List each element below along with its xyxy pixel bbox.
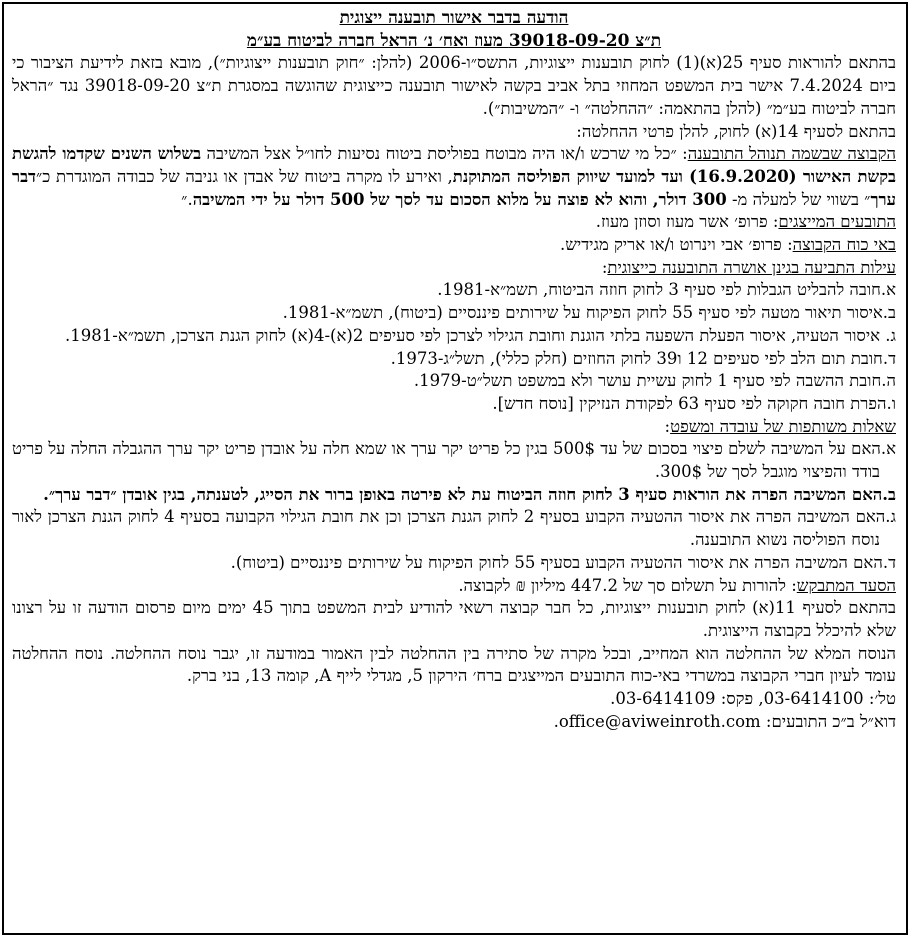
cause-item: ג. איסור הטעיה, איסור הפעלת השפעה בלתי הוגנת וחובת הגילוי לצרכן לפי סעיפים 2(א)-4(א) לחוק הגנת הצרכן, תשמ״א-1981. xyxy=(65,325,896,345)
legal-notice xyxy=(2,2,908,935)
closing-paragraph: הנוסח המלא של ההחלטה הוא המחייב, ובכל מקרה של סתירה בין ההחלטה לבין האמור במודעה זו, יגבר נוסח ההחלטה. נוסח ההחלטה עומד לעיון חברי הקבוצה במשרדי באי-כוח התובעים המייצגים ברח׳ הירקון 5, מגדלי לייף A, קומה 13, בני ברק. xyxy=(12,643,896,686)
requested-remedy: הסעד המתבקש: להורות על תשלום סך של 447.2 מיליון ₪ לקבוצה. xyxy=(458,575,896,595)
cause-item: ו.הפרת חובה חקוקה לפי סעיף 63 לפקודת הנזיקין [נוסח חדש]. xyxy=(492,393,896,413)
intro-paragraph: בהתאם להוראות סעיף 25(א)(1) לחוק תובענות ייצוגיות, התשס״ו-2006 (להלן: ״חוק תובענות ייצוגיות״), מובא בזאת לידיעת הציבור כי ביום 7.4.2024 אישר בית המשפט המחוזי בתל אביב בקשה לאישור תובענה כייצוגית שהוגשה במסגרת ת״צ 39018-09-20 נגד ״הראל חברה לביטוח בע״מ״ (להלן בהתאמה: ״ההחלטה״ ו- ״המשיבות״). xyxy=(12,53,896,118)
notice-title: הודעה בדבר אישור תובענה ייצוגית xyxy=(339,8,569,28)
fax-number: 03-6414109 xyxy=(615,689,716,709)
contact-phone-fax: טל׳: 03-6414100, פקס: 03-6414109. xyxy=(610,689,896,709)
question-item: ד.האם המשיבה הפרה את איסור ההטעיה הקבוע בסעיף 55 לחוק הפיקוח על שירותים פיננסיים (ביטוח). xyxy=(230,552,896,572)
cause-item: א.חובה להבליט הגבלות לפי סעיף 3 לחוק חוזה הביטוח, תשמ״א-1981. xyxy=(437,280,896,300)
question-item: א.האם על המשיבה לשלם פיצוי בסכום של עד 500$ בגין כל פריט יקר ערך או שמא חלה על אובדן פריט יקר ערך ההגבלה החלה על פריט בודד והפיצוי מוגבל לסך של 300$. xyxy=(12,439,896,482)
decision-details-intro: בהתאם לסעיף 14(א) לחוק, להלן פרטי ההחלטה: xyxy=(576,121,896,141)
questions-heading: שאלות משותפות של עובדה ומשפט: xyxy=(664,416,896,436)
contact-email: דוא״ל ב״כ התובעים: office@aviweinroth.com. xyxy=(553,711,896,731)
causes-heading: עילות התביעה בגינן אושרה התובענה כייצוגית: xyxy=(601,257,896,277)
opt-out-paragraph: בהתאם לסעיף 11(א) לחוק תובענות ייצוגיות, כל חבר קבוצה רשאי להודיע לבית המשפט בתוך 45 ימים מיום פרסום הודעה זו על רצונו שלא להיכלל בקבוצה הייצוגית. xyxy=(12,598,896,640)
class-definition: הקבוצה שבשמה תנוהל התובענה: ״כל מי שרכש ו/או היה מבוטח בפוליסת ביטוח נסיעות לחו״ל אצל המשיבה בשלוש השנים שקדמו להגשת בקשת האישור (16.9.2020) ועד למועד שיווק הפוליסה המתוקנת, ואירע לו מקרה ביטוח של אבדן או גניבה של כבודה המוגדרת כ״דבר ערך״ בשווי של למעלה מ- 300 דולר, והוא לא פוצה על מלוא הסכום עד לסך של 500 דולר על ידי המשיבה.״ xyxy=(12,144,896,209)
representative-plaintiffs: התובעים המייצגים: פרופ׳ אשר מעוז וסוזן מעוז. xyxy=(595,212,896,232)
phone-number: 03-6414100 xyxy=(763,689,864,709)
case-title: ת״צ 39018-09-20 מעוז ואח׳ נ׳ הראל חברה לביטוח בע״מ xyxy=(246,30,662,51)
cause-item: ה.חובת ההשבה לפי סעיף 1 לחוק עשיית עושר ולא במשפט תשל״ט-1979. xyxy=(413,371,896,391)
email-address: office@aviweinroth.com xyxy=(558,711,761,731)
cause-item: ד.חובת תום הלב לפי סעיפים 12 ו39 לחוק החוזים (חלק כללי), תשל״ג-1973. xyxy=(390,348,896,368)
class-counsel: באי כוח הקבוצה: פרופ׳ אבי וינרוט ו/או אריק מגידיש. xyxy=(559,235,896,255)
question-item: ב.האם המשיבה הפרה את הוראות סעיף 3 לחוק חוזה הביטוח עת לא פירטה באופן ברור את הסייג, לטענתה, בגין אובדן ״דבר ערך״. xyxy=(43,484,896,504)
question-item: ג.האם המשיבה הפרה את איסור ההטעיה הקבוע בסעיף 2 לחוק הגנת הצרכן וכן את חובת הגילוי הקבועה בסעיף 4 לחוק הגנת הצרכן לאור נוסח הפוליסה נשוא התובענה. xyxy=(12,507,896,550)
class-label: הקבוצה שבשמה תנוהל התובענה xyxy=(687,144,896,164)
cause-item: ב.איסור תיאור מטעה לפי סעיף 55 לחוק הפיקוח על שירותים פיננסיים (ביטוח), תשמ״א-1981. xyxy=(282,303,896,323)
